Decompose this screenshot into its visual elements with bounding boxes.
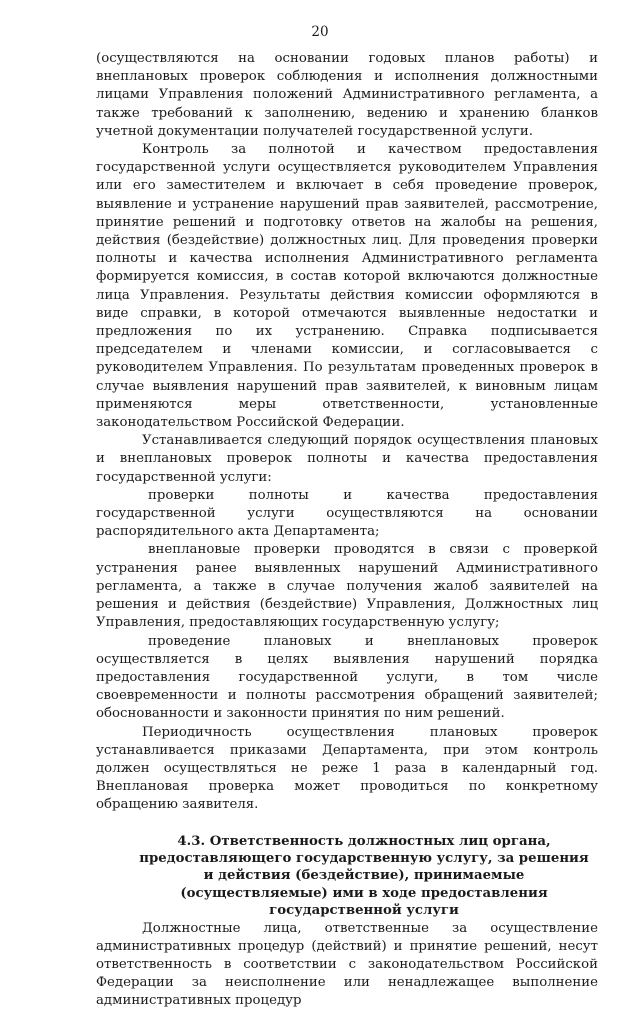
document-body xyxy=(96,50,598,1011)
paragraph-7: Периодичность осуществления плановых проверок устанавливается приказами Департамента, при этом контроль должен осуществляться не реже 1 раза в календарный год. Внеплановая проверка может проводиться по конкретному обращению заявителя. xyxy=(96,724,598,813)
paragraph-5: внеплановые проверки проводятся в связи с проверкой устранения ранее выявленных нарушений Административного регламента, а также в случае получения жалоб заявителей на решения и действия (бездействие) Управления, Должностных лиц Управления, предоставляющих государственную услугу; xyxy=(96,542,598,631)
section-heading: 4.3. Ответственность должностных лиц органа, предоставляющего государственную услугу, за решения и действия (бездействие), принимаемые (осуществляемые) ими в ходе предоставления государственной услуги xyxy=(139,833,589,919)
paragraph-8: Должностные лица, ответственные за осуществление административных процедур (действий) и принятие решений, несут ответственность в соответствии с законодательством Российской Федерации за неисполнение или ненадлежащее выполнение административных процедур xyxy=(96,920,598,1009)
paragraph-1: (осуществляются на основании годовых планов работы) и внеплановых проверок соблюдения и исполнения должностными лицами Управления положений Административного регламента, а также требований к заполнению, ведению и хранению бланков учетной документации получателей государственной услуги. xyxy=(96,51,598,139)
paragraph-2: Контроль за полнотой и качеством предоставления государственной услуги осуществляется руководителем Управления или его заместителем и включает в себя проведение проверок, выявление и устранение нарушений прав заявителей, рассмотрение, принятие решений и подготовку ответов на жалобы на решения, действия (бездействие) должностных лиц. Для проведения проверки полноты и качества исполнения Административного регламента формируется комиссия, в состав которой включаются должностные лица Управления. Результаты действия комиссии оформляются в виде справки, в которой отмечаются выявленные недостатки и предложения по их устранению. Справка подписывается председателем и членами комиссии, и согласовывается с руководителем Управления. По результатам проведенных проверок в случае выявления нарушений прав заявителей, к виновным лицам применяются меры ответственности, установленные законодательством Российской Федерации. xyxy=(96,142,598,431)
paragraph-3: Устанавливается следующий порядок осуществления плановых и внеплановых проверок полноты и качества предоставления государственной услуги: xyxy=(96,433,598,485)
paragraph-6: проведение плановых и внеплановых проверок осуществляется в целях выявления нарушений порядка предоставления государственной услуги, в том числе своевременности и полноты рассмотрения обращений заявителей; обоснованности и законности принятия по ним решений. xyxy=(96,633,598,722)
page-number: 20 xyxy=(311,24,329,40)
paragraph-4: проверки полноты и качества предоставления государственной услуги осуществляются на основании распорядительного акта Департамента; xyxy=(96,487,598,540)
